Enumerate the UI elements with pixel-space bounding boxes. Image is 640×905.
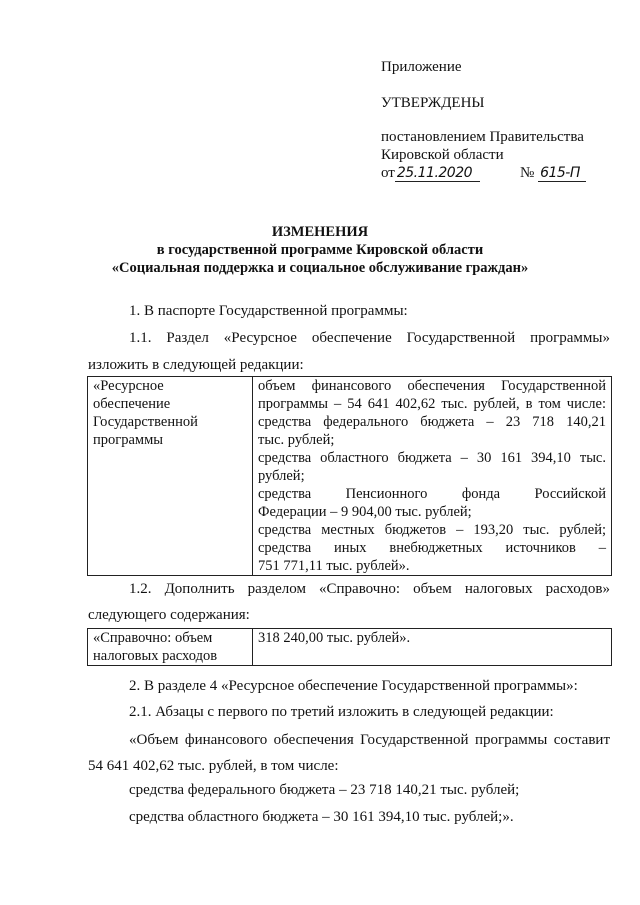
table-value-line: 318 240,00 тыс. рублей». <box>258 630 411 646</box>
decree-line2: Кировской области <box>381 147 504 163</box>
table-value-line: средства Пенсионного фонда Российской <box>258 486 606 502</box>
decree-line1: постановлением Правительства <box>381 129 584 145</box>
paragraph-2-1: 2.1. Абзацы с первого по третий изложить в следующей редакции: <box>129 704 554 720</box>
table-label-line: «Ресурсное <box>93 378 164 394</box>
table-label-line: Государственной <box>93 414 198 430</box>
table-value-line: объем финансового обеспечения Государственной <box>258 378 606 394</box>
table-value-line: Федерации – 9 904,00 тыс. рублей; <box>258 504 472 520</box>
appendix-label: Приложение <box>381 59 462 75</box>
resource-table-value-cell <box>253 377 612 576</box>
table-value-line: тыс. рублей; <box>258 432 335 448</box>
tax-expenses-value-cell <box>253 629 612 666</box>
decree-date-line <box>381 164 480 182</box>
paragraph-1: 1. В паспорте Государственной программы: <box>129 303 408 319</box>
table-value-line: 751 771,11 тыс. рублей». <box>258 558 410 574</box>
approved-label: УТВЕРЖДЕНЫ <box>381 95 485 111</box>
paragraph-2: 2. В разделе 4 «Ресурсное обеспечение Государственной программы»: <box>129 678 578 694</box>
document-subtitle-1: в государственной программе Кировской области <box>156 242 484 258</box>
table-label-line: программы <box>93 432 163 448</box>
table-value-line: средства областного бюджета – 30 161 394,10 тыс. <box>258 450 606 466</box>
table-label-line: налоговых расходов <box>93 648 218 664</box>
table-value-line: средства иных внебюджетных источников – <box>258 540 606 556</box>
number-prefix: № <box>520 165 535 181</box>
paragraph-1-2-line2: следующего содержания: <box>88 607 250 623</box>
paragraph-4: средства федерального бюджета – 23 718 140,21 тыс. рублей; <box>129 782 520 798</box>
paragraph-1-1-line1: 1.1. Раздел «Ресурсное обеспечение Государственной программы» <box>129 330 610 346</box>
paragraph-1-1-line2: изложить в следующей редакции: <box>88 357 304 373</box>
paragraph-3-line2: 54 641 402,62 тыс. рублей, в том числе: <box>88 758 339 774</box>
paragraph-5: средства областного бюджета – 30 161 394,10 тыс. рублей;». <box>129 809 514 825</box>
resource-table <box>87 376 612 576</box>
decree-number-line <box>520 164 586 182</box>
tax-expenses-label-cell <box>88 629 253 666</box>
table-value-line: рублей; <box>258 468 305 484</box>
document-subtitle-2: «Социальная поддержка и социальное обслуживание граждан» <box>111 260 529 276</box>
document-title: ИЗМЕНЕНИЯ <box>271 224 369 240</box>
table-value-line: средства федерального бюджета – 23 718 140,21 <box>258 414 606 430</box>
decree-number: 615-П <box>538 165 586 182</box>
table-value-line: средства местных бюджетов – 193,20 тыс. рублей; <box>258 522 606 538</box>
table-label-line: «Справочно: объем <box>93 630 213 646</box>
resource-table-label-cell <box>88 377 253 576</box>
date-prefix: от <box>381 165 395 181</box>
table-label-line: обеспечение <box>93 396 171 412</box>
tax-expenses-table <box>87 628 612 666</box>
decree-date: 25.11.2020 <box>395 165 480 182</box>
table-value-line: программы – 54 641 402,62 тыс. рублей, в том числе: <box>258 396 606 412</box>
paragraph-1-2-line1: 1.2. Дополнить разделом «Справочно: объем налоговых расходов» <box>129 581 610 597</box>
paragraph-3-line1: «Объем финансового обеспечения Государственной программы составит <box>129 732 610 748</box>
